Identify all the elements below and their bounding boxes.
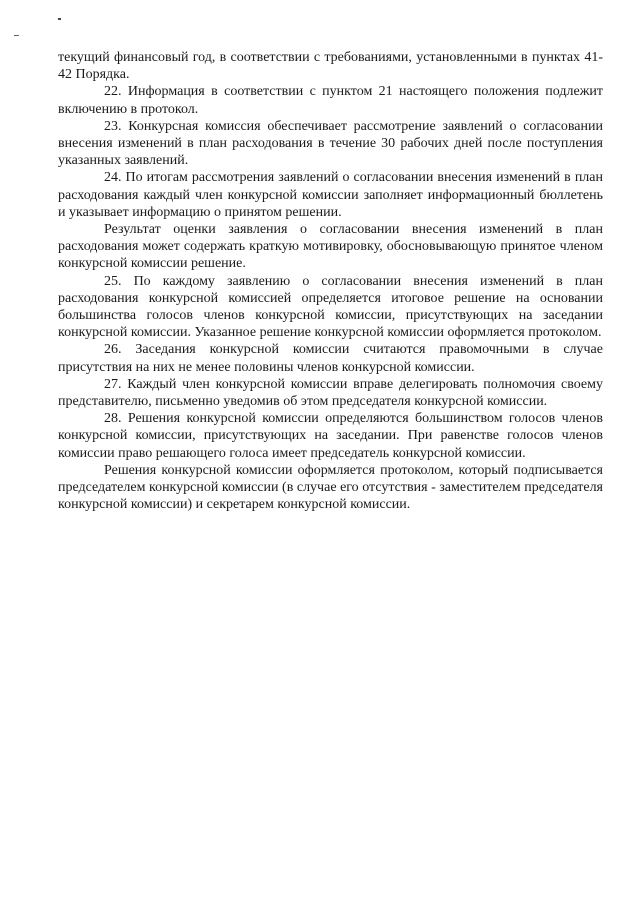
paragraph-decisions-protocol: Решения конкурсной комиссии оформляется протоколом, который подписывается председателем конкурсной комиссии (в случае его отсутствия - заместителем председателя конкурсной комиссии) и секретарем конкурсной комиссии. [58, 462, 603, 513]
paragraph-item-22: 22. Информация в соответствии с пунктом 21 настоящего положения подлежит включению в протокол. [58, 84, 603, 117]
paragraph-item-28: 28. Решения конкурсной комиссии определяются большинством голосов членов конкурсной комиссии, присутствующих на заседании. При равенстве голосов членов комиссии право решающего голоса имеет председатель конкурсной комиссии. [58, 411, 603, 461]
scan-artifact-mark [14, 35, 19, 36]
paragraph-item-27: 27. Каждый член конкурсной комиссии вправе делегировать полномочия своему представителю, письменно уведомив об этом председателя конкурсной комиссии. [58, 376, 603, 410]
paragraph-continuation: текущий финансовый год, в соответствии с требованиями, установленными в пунктах 41-42 Порядка. [58, 50, 603, 83]
paragraph-item-24: 24. По итогам рассмотрения заявлений о согласовании внесения изменений в план расходования каждый член конкурсной комиссии заполняет информационный бюллетень и указывает информацию о принятом решении. [58, 170, 603, 220]
paragraph-item-25: 25. По каждому заявлению о согласовании внесения изменений в план расходования конкурсной комиссией определяется итоговое решение на основании большинства голосов членов конкурсной комиссии, присутствующих на заседании конкурсной комиссии. Указанное решение конкурсной комиссии оформляется протоколом. [58, 273, 603, 341]
paragraph-item-26: 26. Заседания конкурсной комиссии считаются правомочными в случае присутствия на них не менее половины членов конкурсной комиссии. [58, 342, 603, 375]
scan-artifact-mark [58, 18, 61, 20]
document-body [58, 49, 603, 513]
paragraph-item-23: 23. Конкурсная комиссия обеспечивает рассмотрение заявлений о согласовании внесения изменений в план расходования в течение 30 рабочих дней после поступления указанных заявлений. [58, 118, 603, 169]
paragraph-evaluation-result: Результат оценки заявления о согласовании внесения изменений в план расходования может содержать краткую мотивировку, обосновывающую принятое членом конкурсной комиссии решение. [58, 222, 603, 272]
